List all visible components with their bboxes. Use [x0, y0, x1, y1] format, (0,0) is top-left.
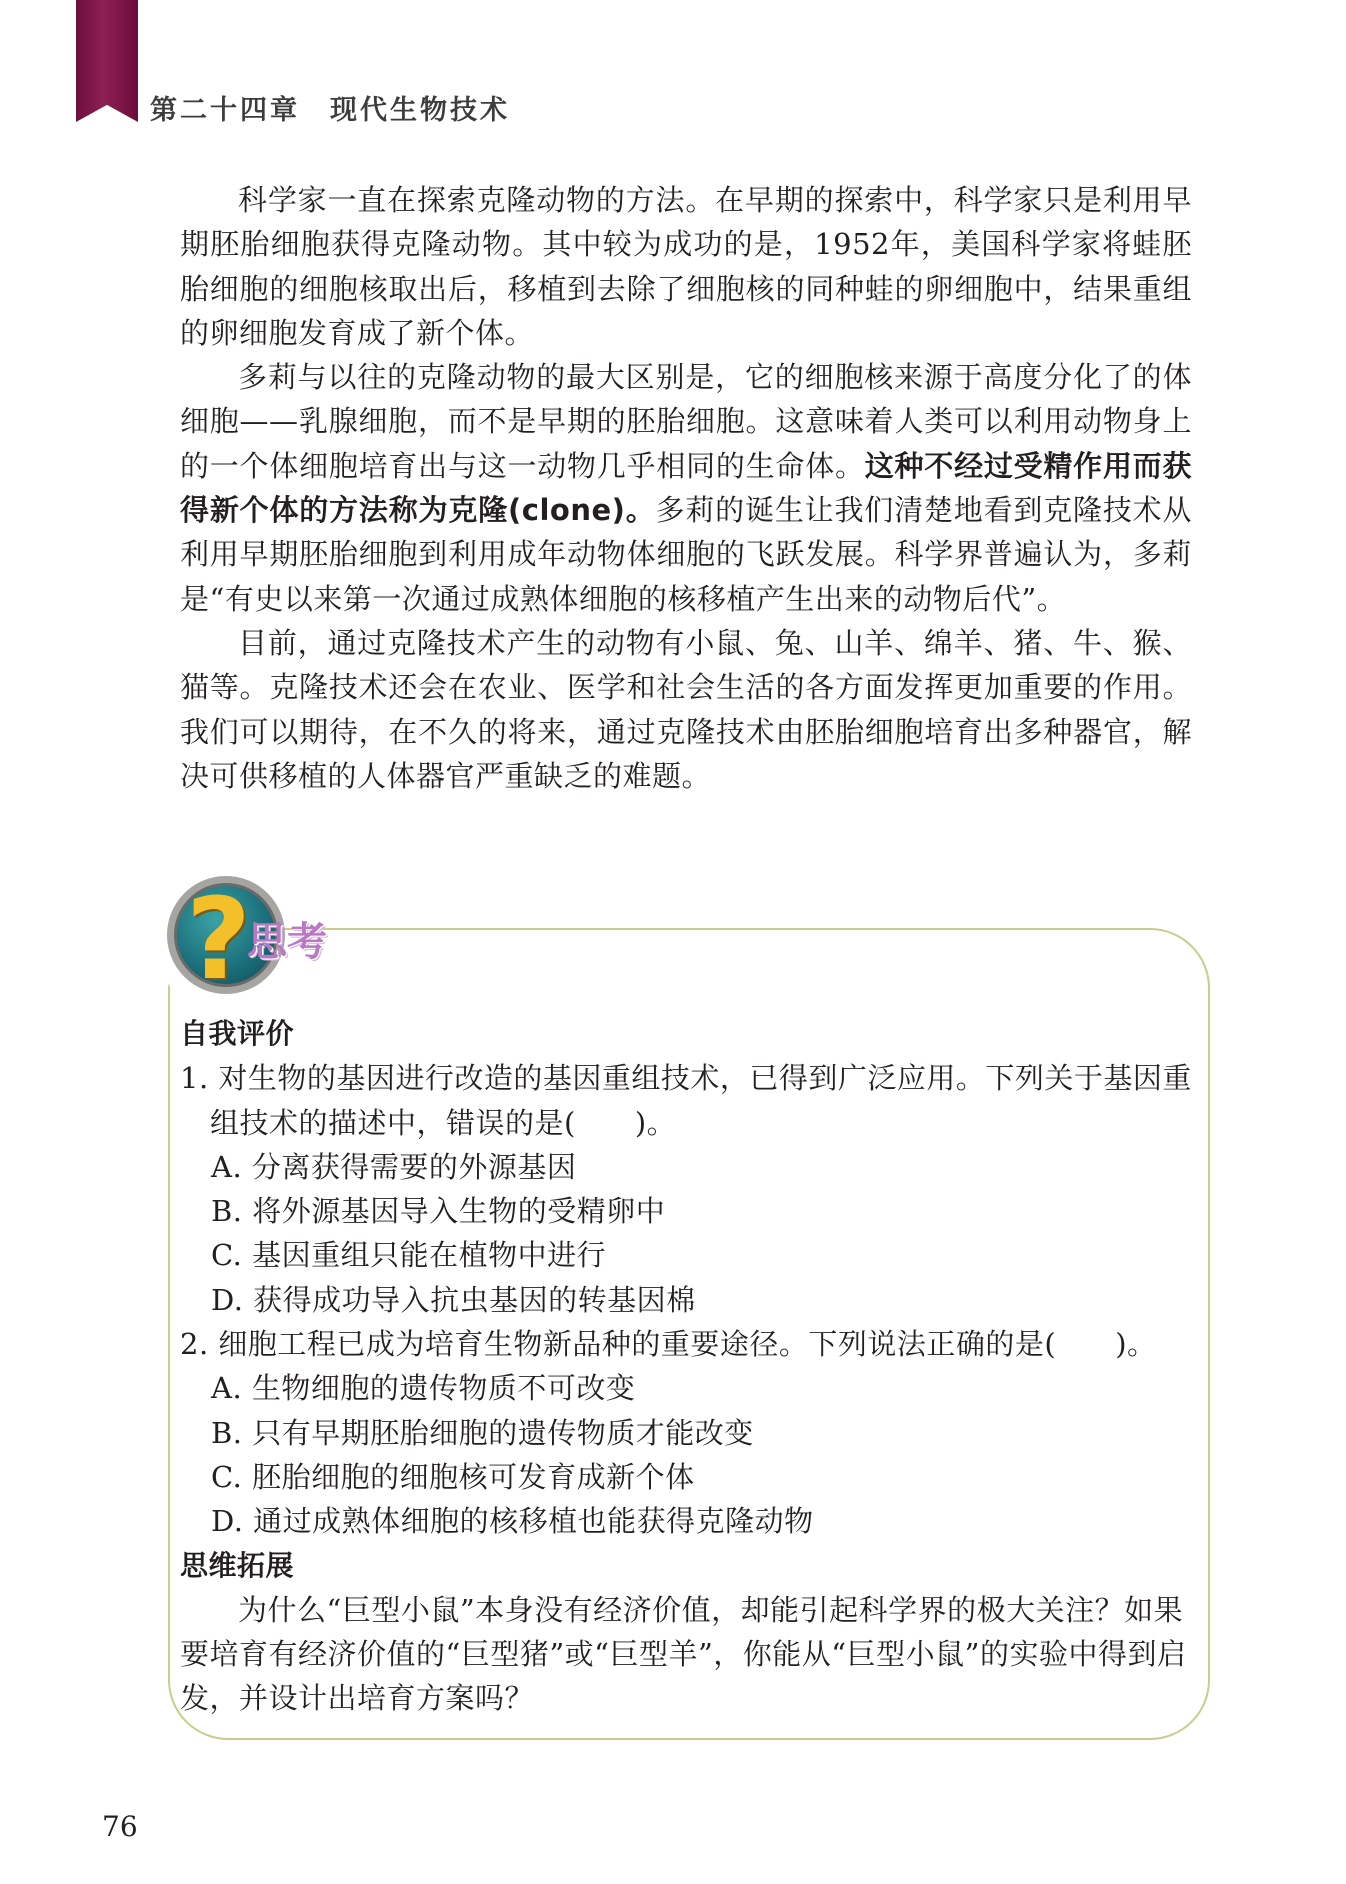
question-mark-glyph: ?: [186, 875, 251, 1005]
chapter-number: 第二十四章: [150, 95, 300, 126]
chapter-bookmark: [76, 0, 138, 122]
question-2-option-c: C. 胚胎细胞的细胞核可发育成新个体: [211, 1459, 695, 1494]
extend-heading: 思维拓展: [180, 1548, 295, 1582]
question-1-option-b: B. 将外源基因导入生物的受精卵中: [211, 1194, 666, 1229]
clone-definition: 这种不经过受精作用而获得新个体的方法称为克隆(clone)。: [180, 448, 1192, 528]
paragraph-2: [180, 355, 1192, 621]
question-1-option-d: D. 获得成功导入抗虫基因的转基因棉: [211, 1282, 696, 1317]
chapter-title: 现代生物技术: [330, 95, 510, 126]
paragraph-2-part-1: 多莉与以往的克隆动物的最大区别是，它的细胞核来源于高度分化了的体细胞——乳腺细胞，而不是早期的胚胎细胞。这意味着人类可以利用动物身上的一个体细胞培育出与这一动物几乎相同的生命体。: [180, 360, 1192, 483]
think-content: [180, 1012, 1192, 1721]
question-1: 1. 对生物的基因进行改造的基因重组技术，已得到广泛应用。下列关于基因重组技术的描述中，错误的是( )。: [180, 1061, 1192, 1140]
think-label: 思考: [247, 919, 327, 965]
question-2: 2. 细胞工程已成为培育生物新品种的重要途径。下列说法正确的是( )。: [180, 1327, 1157, 1362]
question-2-option-a: A. 生物细胞的遗传物质不可改变: [211, 1371, 636, 1406]
paragraph-3: 目前，通过克隆技术产生的动物有小鼠、兔、山羊、绵羊、猪、牛、猴、猫等。克隆技术还会在农业、医学和社会生活的各方面发挥更加重要的作用。我们可以期待，在不久的将来，通过克隆技术由胚胎细胞培育出多种器官，解决可供移植的人体器官严重缺乏的难题。: [180, 625, 1192, 793]
question-1-option-a: A. 分离获得需要的外源基因: [211, 1149, 577, 1184]
self-eval-heading: 自我评价: [180, 1017, 295, 1050]
paragraph-1: 科学家一直在探索克隆动物的方法。在早期的探索中，科学家只是利用早期胚胎细胞获得克隆动物。其中较为成功的是，1952年，美国科学家将蛙胚胎细胞的细胞核取出后，移植到去除了细胞核的同种蛙的卵细胞中，结果重组的卵细胞发育成了新个体。: [180, 183, 1192, 350]
body-text: [180, 178, 1192, 798]
question-2-option-b: B. 只有早期胚胎细胞的遗传物质才能改变: [211, 1415, 754, 1450]
paragraph-2-part-2: 多莉的诞生让我们清楚地看到克隆技术从利用早期胚胎细胞到利用成年动物体细胞的飞跃发展。科学界普遍认为，多莉是“有史以来第一次通过成熟体细胞的核移植产生出来的动物后代”。: [180, 493, 1192, 616]
page-number: 76: [102, 1810, 138, 1843]
question-1-option-c: C. 基因重组只能在植物中进行: [211, 1238, 607, 1273]
question-2-option-d: D. 通过成熟体细胞的核移植也能获得克隆动物: [211, 1504, 814, 1539]
extend-text: 为什么“巨型小鼠”本身没有经济价值，却能引起科学界的极大关注？如果要培育有经济价值的“巨型猪”或“巨型羊”，你能从“巨型小鼠”的实验中得到启发，并设计出培育方案吗？: [180, 1592, 1187, 1716]
chapter-header: [150, 88, 510, 127]
